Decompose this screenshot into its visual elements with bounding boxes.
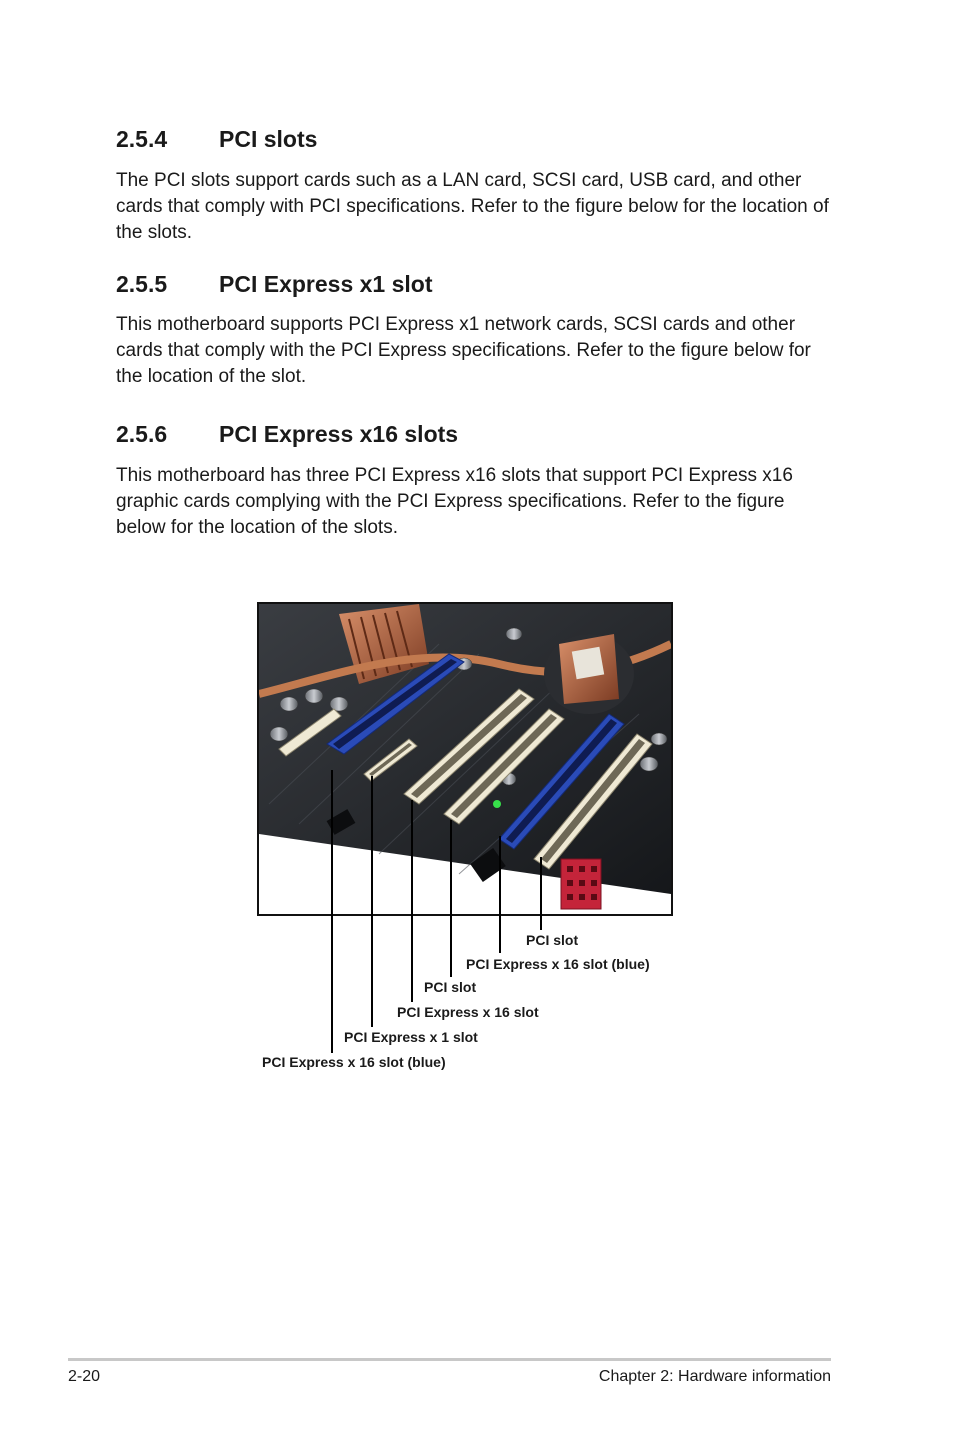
callout-line-pcie-x16: [411, 800, 413, 1002]
callout-label-pcie-x1: PCI Express x 1 slot: [344, 1029, 478, 1045]
motherboard-slots-photo: [257, 602, 673, 916]
section-title: PCI Express x1 slot: [219, 271, 433, 297]
callout-label-pci-slot-top: PCI slot: [526, 932, 579, 948]
section-number: 2.5.4: [116, 126, 168, 152]
section-heading-pci-slots: [116, 126, 317, 153]
callout-label-pcie-x16: PCI Express x 16 slot: [397, 1004, 539, 1020]
section-title: PCI Express x16 slots: [219, 421, 459, 447]
callout-label-pcie-x16-blue-left: PCI Express x 16 slot (blue): [262, 1054, 446, 1070]
section-number: 2.5.5: [116, 271, 168, 297]
section-heading-pcie-x16: [116, 421, 458, 448]
callout-line-pcie-x16-blue-right: [499, 836, 501, 953]
callout-line-pci-slot-mid: [450, 820, 452, 977]
chapter-title: Chapter 2: Hardware information: [598, 1368, 831, 1385]
section-number: 2.5.6: [116, 421, 168, 447]
motherboard-illustration: [259, 604, 671, 914]
section-body-pcie-x16: This motherboard has three PCI Express x16 slots that support PCI Express x16 graphic cards complying with the PCI Express specifications. Refer to the figure below for the location of the slots.: [116, 465, 793, 538]
section-title: PCI slots: [219, 126, 318, 152]
callout-line-pcie-x16-blue-left: [331, 770, 333, 1053]
page-number: 2-20: [68, 1368, 101, 1385]
footer-rule: [68, 1358, 831, 1361]
callout-label-pcie-x16-blue-right: PCI Express x 16 slot (blue): [466, 956, 650, 972]
callout-line-pci-slot-top: [540, 857, 542, 930]
section-body-pci-slots: The PCI slots support cards such as a LAN card, SCSI card, USB card, and other cards that comply with PCI specifications. Refer to the figure below for the location of the slots.: [116, 170, 829, 243]
callout-label-pci-slot-mid: PCI slot: [424, 979, 477, 995]
section-body-pcie-x1: This motherboard supports PCI Express x1 network cards, SCSI cards and other cards that comply with the PCI Express specifications. Refer to the figure below for the location of the slot.: [116, 314, 811, 387]
callout-line-pcie-x1: [371, 776, 373, 1027]
section-heading-pcie-x1: [116, 271, 433, 298]
